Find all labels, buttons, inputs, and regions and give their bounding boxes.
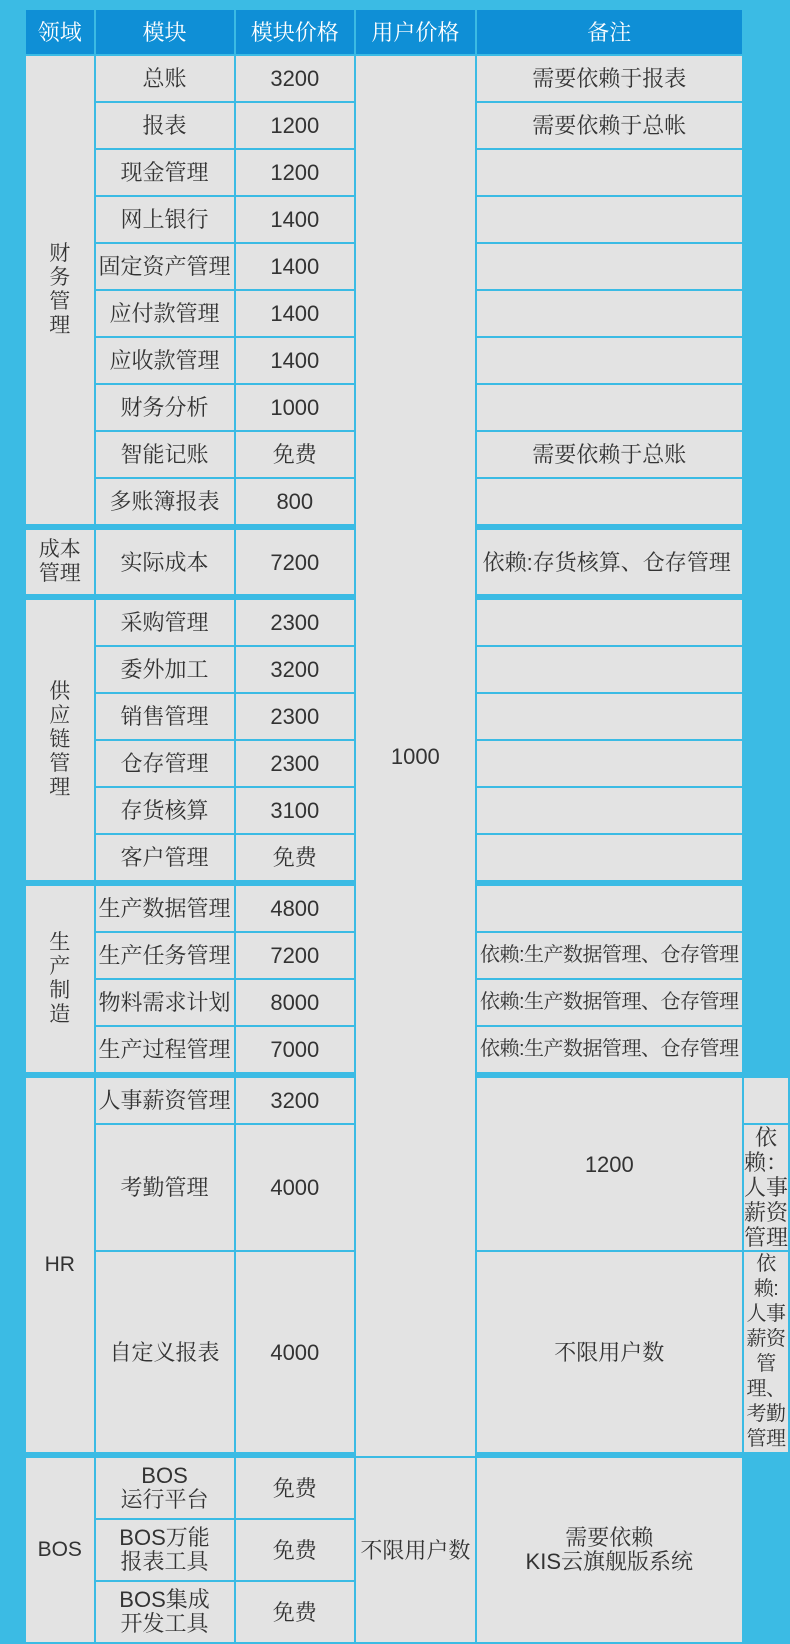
- module-price-cell: 7200: [236, 530, 355, 594]
- area-bos: BOS: [26, 1458, 94, 1642]
- note-cell: [744, 1078, 788, 1123]
- module-cell: 存货核算: [96, 788, 234, 833]
- module-cell: 委外加工: [96, 647, 234, 692]
- module-cell: 应收款管理: [96, 338, 234, 383]
- module-price-cell: 7200: [236, 933, 355, 978]
- area-cost: 成本 管理: [26, 530, 94, 594]
- note-cell: [477, 835, 742, 880]
- note-cell: [477, 197, 742, 242]
- module-price-cell: 4000: [236, 1252, 355, 1452]
- module-cell: 现金管理: [96, 150, 234, 195]
- module-price-cell: 免费: [236, 1582, 355, 1642]
- header-module-price: 模块价格: [236, 10, 355, 54]
- module-price-cell: 1400: [236, 197, 355, 242]
- note-cell: [477, 150, 742, 195]
- note-cell: [477, 694, 742, 739]
- user-price-cell: 1000: [356, 56, 475, 1456]
- module-cell: 采购管理: [96, 600, 234, 645]
- module-price-cell: 3200: [236, 647, 355, 692]
- header-row: [26, 10, 788, 54]
- table-row: [26, 56, 788, 101]
- note-cell: [477, 647, 742, 692]
- module-price-cell: 1400: [236, 338, 355, 383]
- module-cell: 仓存管理: [96, 741, 234, 786]
- module-cell: 固定资产管理: [96, 244, 234, 289]
- header-area: 领域: [26, 10, 94, 54]
- module-cell: BOS万能 报表工具: [96, 1520, 234, 1580]
- module-price-cell: 2300: [236, 741, 355, 786]
- module-price-cell: 1400: [236, 244, 355, 289]
- area-supply-chain: 供 应 链 管 理: [26, 600, 94, 880]
- module-price-cell: 4800: [236, 886, 355, 931]
- module-cell: 人事薪资管理: [96, 1078, 234, 1123]
- module-cell: 报表: [96, 103, 234, 148]
- module-cell: 实际成本: [96, 530, 234, 594]
- module-cell: 考勤管理: [96, 1125, 234, 1250]
- note-cell: 需要依赖 KIS云旗舰版系统: [477, 1458, 742, 1642]
- module-cell: 智能记账: [96, 432, 234, 477]
- area-production: 生 产 制 造: [26, 886, 94, 1072]
- price-table-container: [24, 8, 790, 1644]
- note-cell: 依赖:人事薪资管理、考勤管理: [744, 1252, 788, 1452]
- module-cell: 自定义报表: [96, 1252, 234, 1452]
- area-finance: 财 务 管 理: [26, 56, 94, 524]
- header-user-price: 用户价格: [356, 10, 475, 54]
- module-price-cell: 免费: [236, 432, 355, 477]
- module-cell: 多账簿报表: [96, 479, 234, 524]
- note-cell: 需要依赖于总账: [477, 432, 742, 477]
- module-price-cell: 800: [236, 479, 355, 524]
- note-cell: [477, 338, 742, 383]
- note-cell: [477, 291, 742, 336]
- table-row: [26, 1458, 788, 1518]
- module-price-cell: 免费: [236, 835, 355, 880]
- note-cell: 依赖:生产数据管理、仓存管理: [477, 1027, 742, 1072]
- module-price-cell: 2300: [236, 600, 355, 645]
- module-price-cell: 免费: [236, 1458, 355, 1518]
- user-price-cell: 不限用户数: [356, 1458, 475, 1642]
- module-price-cell: 1200: [236, 150, 355, 195]
- module-cell: 财务分析: [96, 385, 234, 430]
- header-module: 模块: [96, 10, 234, 54]
- user-price-cell: 1200: [477, 1078, 742, 1250]
- module-cell: 总账: [96, 56, 234, 101]
- module-cell: 销售管理: [96, 694, 234, 739]
- module-price-cell: 3200: [236, 56, 355, 101]
- module-price-cell: 免费: [236, 1520, 355, 1580]
- module-cell: BOS集成 开发工具: [96, 1582, 234, 1642]
- price-table: [24, 8, 790, 1644]
- module-cell: 客户管理: [96, 835, 234, 880]
- note-cell: 依赖:存货核算、仓存管理: [477, 530, 742, 594]
- module-cell: 生产数据管理: [96, 886, 234, 931]
- note-cell: 依赖：人事薪资管理: [744, 1125, 789, 1250]
- note-cell: 依赖:生产数据管理、仓存管理: [477, 980, 742, 1025]
- note-cell: [477, 244, 742, 289]
- module-cell: BOS 运行平台: [96, 1458, 234, 1518]
- module-cell: 生产过程管理: [96, 1027, 234, 1072]
- module-cell: 生产任务管理: [96, 933, 234, 978]
- module-price-cell: 1000: [236, 385, 355, 430]
- note-cell: [477, 788, 742, 833]
- note-cell: [477, 385, 742, 430]
- module-price-cell: 3100: [236, 788, 355, 833]
- module-price-cell: 1200: [236, 103, 355, 148]
- user-price-cell: 不限用户数: [477, 1252, 742, 1452]
- note-cell: 依赖:生产数据管理、仓存管理: [477, 933, 742, 978]
- note-cell: 需要依赖于报表: [477, 56, 742, 101]
- note-cell: [477, 600, 742, 645]
- module-price-cell: 2300: [236, 694, 355, 739]
- module-price-cell: 1400: [236, 291, 355, 336]
- module-cell: 网上银行: [96, 197, 234, 242]
- module-price-cell: 8000: [236, 980, 355, 1025]
- module-price-cell: 3200: [236, 1078, 355, 1123]
- note-cell: [477, 479, 742, 524]
- module-price-cell: 4000: [236, 1125, 355, 1250]
- module-cell: 应付款管理: [96, 291, 234, 336]
- area-hr: HR: [26, 1078, 94, 1452]
- note-cell: [477, 741, 742, 786]
- header-note: 备注: [477, 10, 742, 54]
- note-cell: 需要依赖于总帐: [477, 103, 742, 148]
- module-cell: 物料需求计划: [96, 980, 234, 1025]
- module-price-cell: 7000: [236, 1027, 355, 1072]
- note-cell: [477, 886, 742, 931]
